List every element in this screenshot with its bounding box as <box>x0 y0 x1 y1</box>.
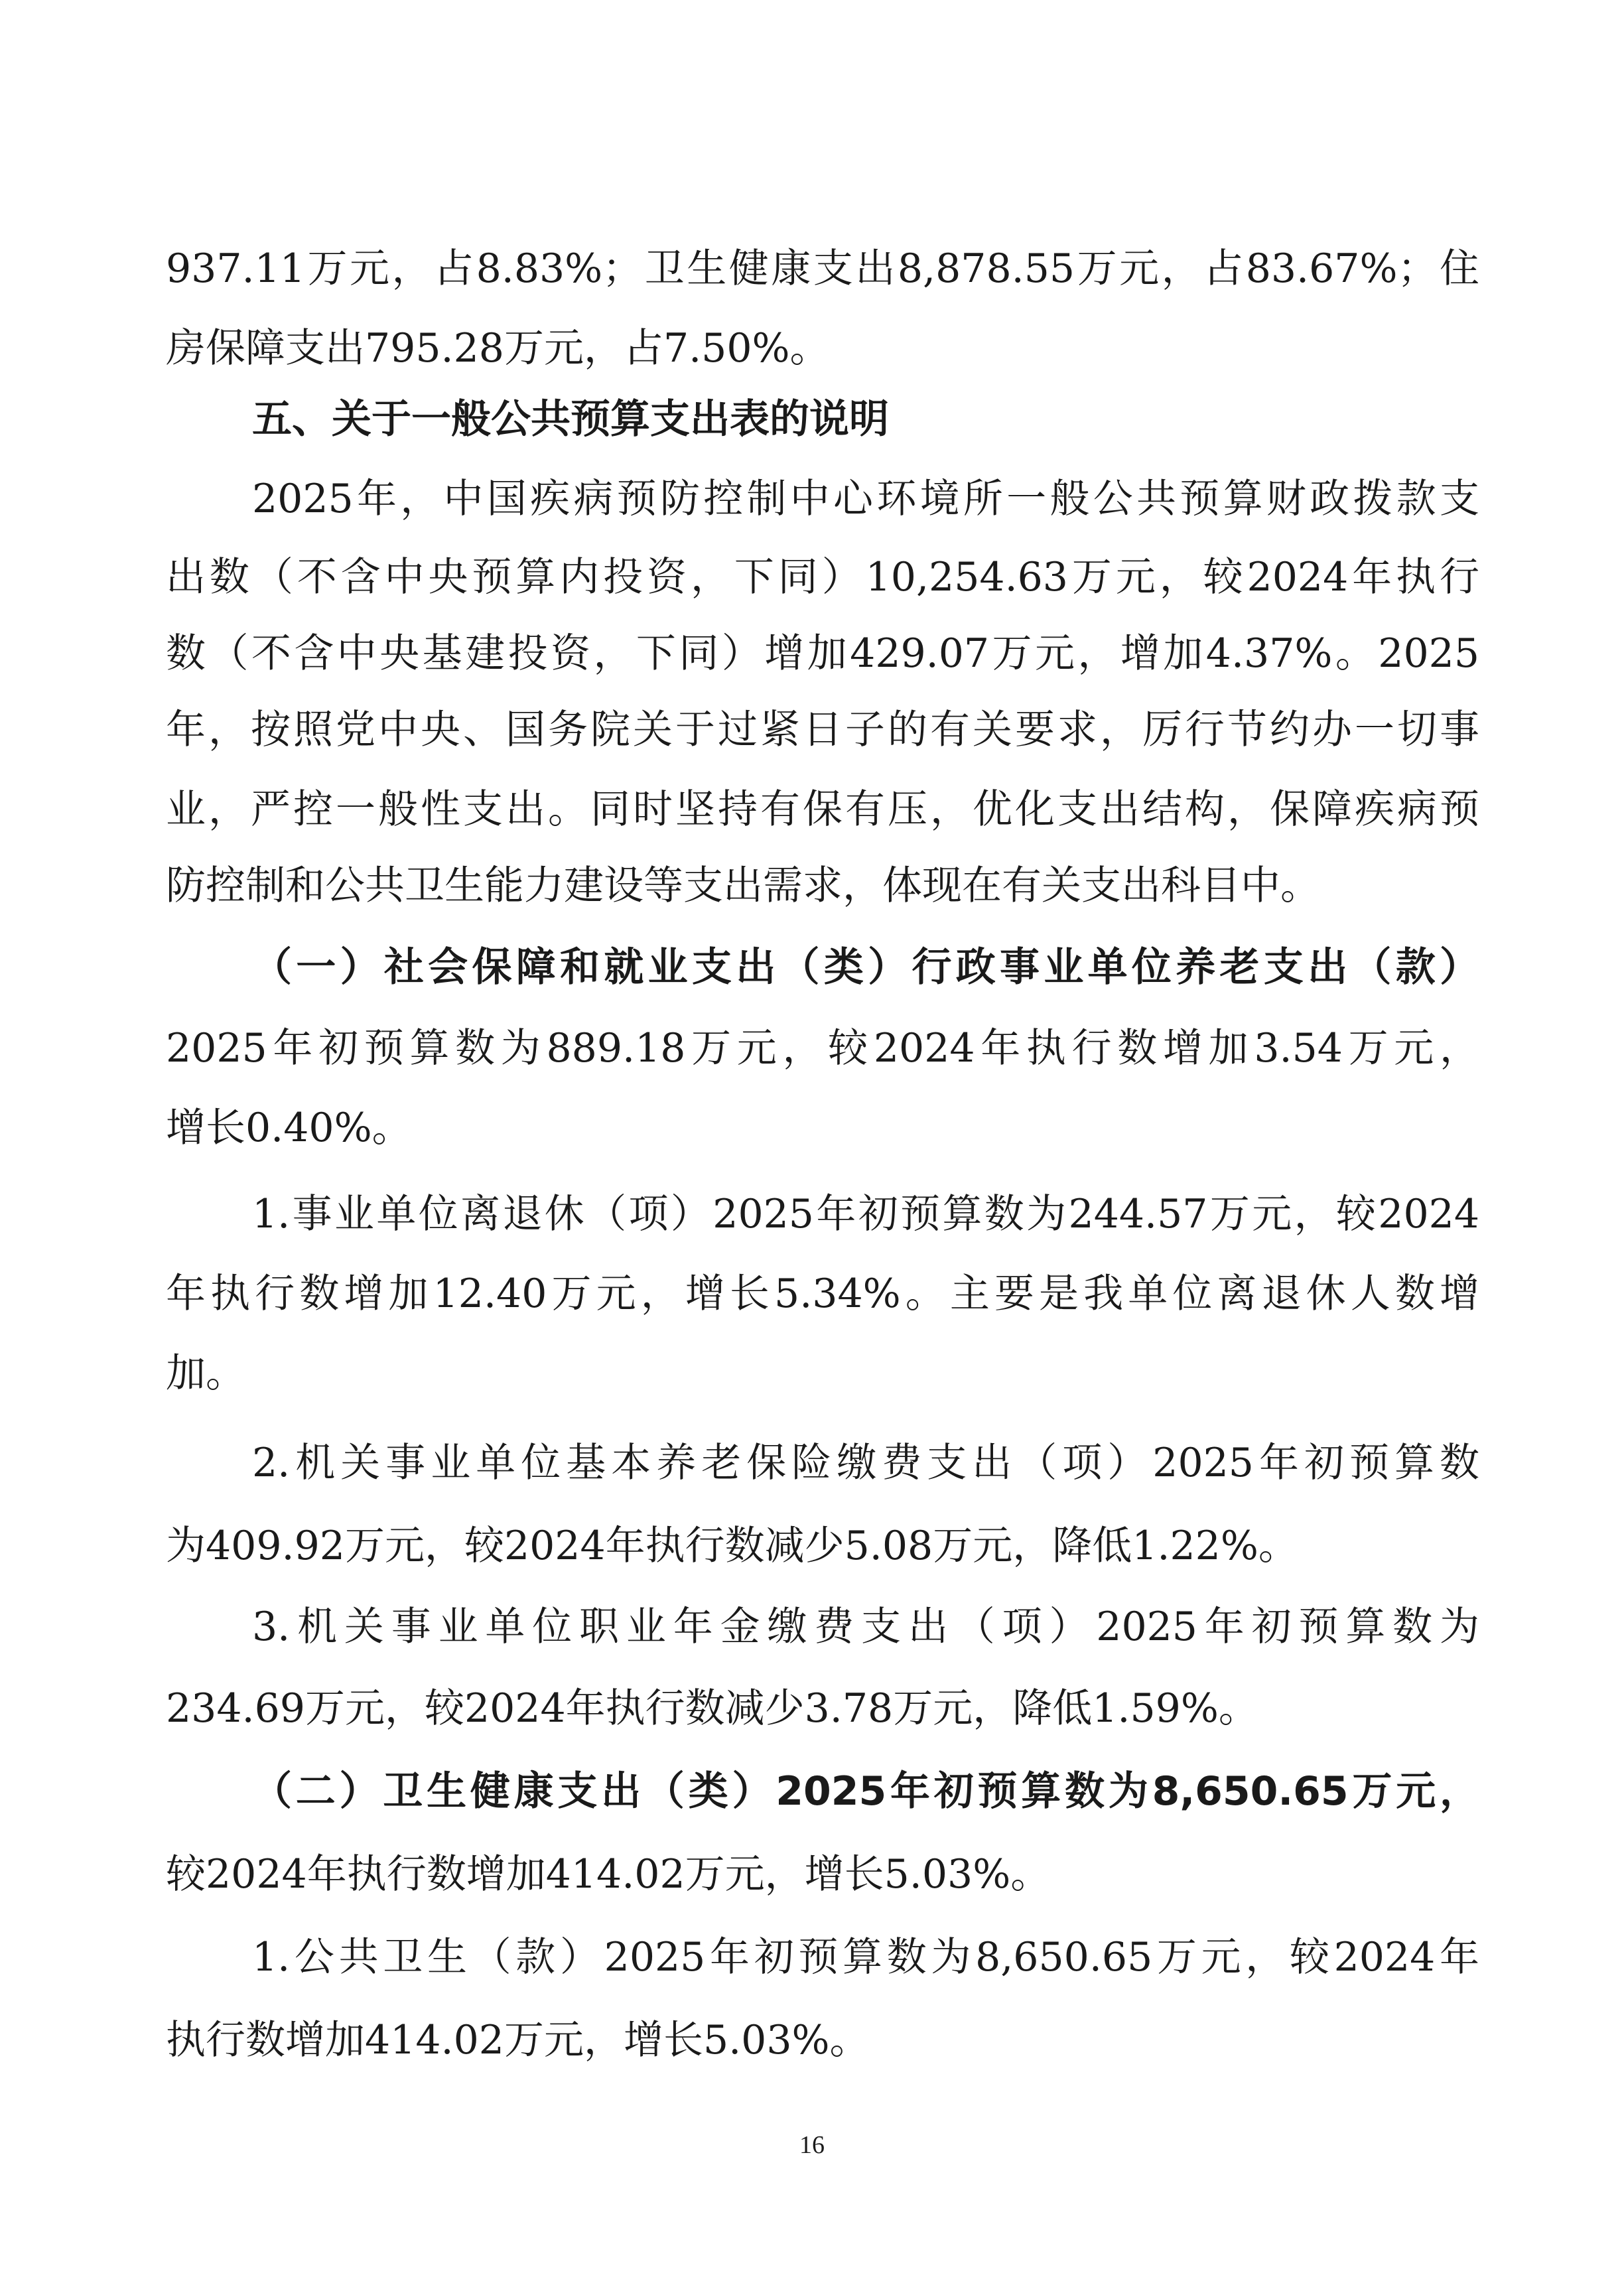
paragraph-line: 较2024年执行数增加414.02万元，增长5.03%。 <box>166 1851 1051 1898</box>
paragraph-line: 1.事业单位离退休（项）2025年初预算数为244.57万元，较2024 <box>252 1191 1479 1237</box>
paragraph-line: 数（不含中央基建投资，下同）增加429.07万元，增加4.37%。2025 <box>166 630 1479 677</box>
subsection-heading: （二）卫生健康支出（类）2025年初预算数为8,650.65万元， <box>252 1768 1479 1815</box>
page-number: 16 <box>799 2131 825 2159</box>
paragraph-line: 为409.92万元，较2024年执行数减少5.08万元，降低1.22%。 <box>166 1523 1298 1569</box>
paragraph-line: 1.公共卫生（款）2025年初预算数为8,650.65万元，较2024年 <box>252 1934 1479 1980</box>
paragraph-line: 出数（不含中央预算内投资，下同）10,254.63万元，较2024年执行 <box>166 554 1479 600</box>
paragraph-line: 3.机关事业单位职业年金缴费支出（项）2025年初预算数为 <box>252 1604 1479 1650</box>
paragraph-line: 234.69万元，较2024年执行数减少3.78万元，降低1.59%。 <box>166 1685 1258 1732</box>
paragraph-line: 年，按照党中央、国务院关于过紧日子的有关要求，厉行节约办一切事 <box>166 707 1479 753</box>
paragraph-line: 2025年，中国疾病预防控制中心环境所一般公共预算财政拨款支 <box>252 476 1479 522</box>
subsection-heading: （一）社会保障和就业支出（类）行政事业单位养老支出（款） <box>252 944 1479 991</box>
paragraph-line: 房保障支出795.28万元，占7.50%。 <box>166 325 830 372</box>
paragraph-line: 2025年初预算数为889.18万元，较2024年执行数增加3.54万元， <box>166 1025 1479 1072</box>
paragraph-line: 937.11万元，占8.83%；卫生健康支出8,878.55万元，占83.67%；住 <box>166 245 1479 292</box>
paragraph-line: 业，严控一般性支出。同时坚持有保有压，优化支出结构，保障疾病预 <box>166 786 1479 833</box>
paragraph-line: 2.机关事业单位基本养老保险缴费支出（项）2025年初预算数 <box>252 1440 1479 1486</box>
paragraph-line: 防控制和公共卫生能力建设等支出需求，体现在有关支出科目中。 <box>166 863 1320 909</box>
paragraph-line: 增长0.40%。 <box>166 1105 412 1151</box>
section-heading: 五、关于一般公共预算支出表的说明 <box>252 396 889 443</box>
paragraph-line: 加。 <box>166 1350 245 1397</box>
paragraph-line: 年执行数增加12.40万元，增长5.34%。主要是我单位离退休人数增 <box>166 1271 1479 1317</box>
paragraph-line: 执行数增加414.02万元，增长5.03%。 <box>166 2017 870 2063</box>
